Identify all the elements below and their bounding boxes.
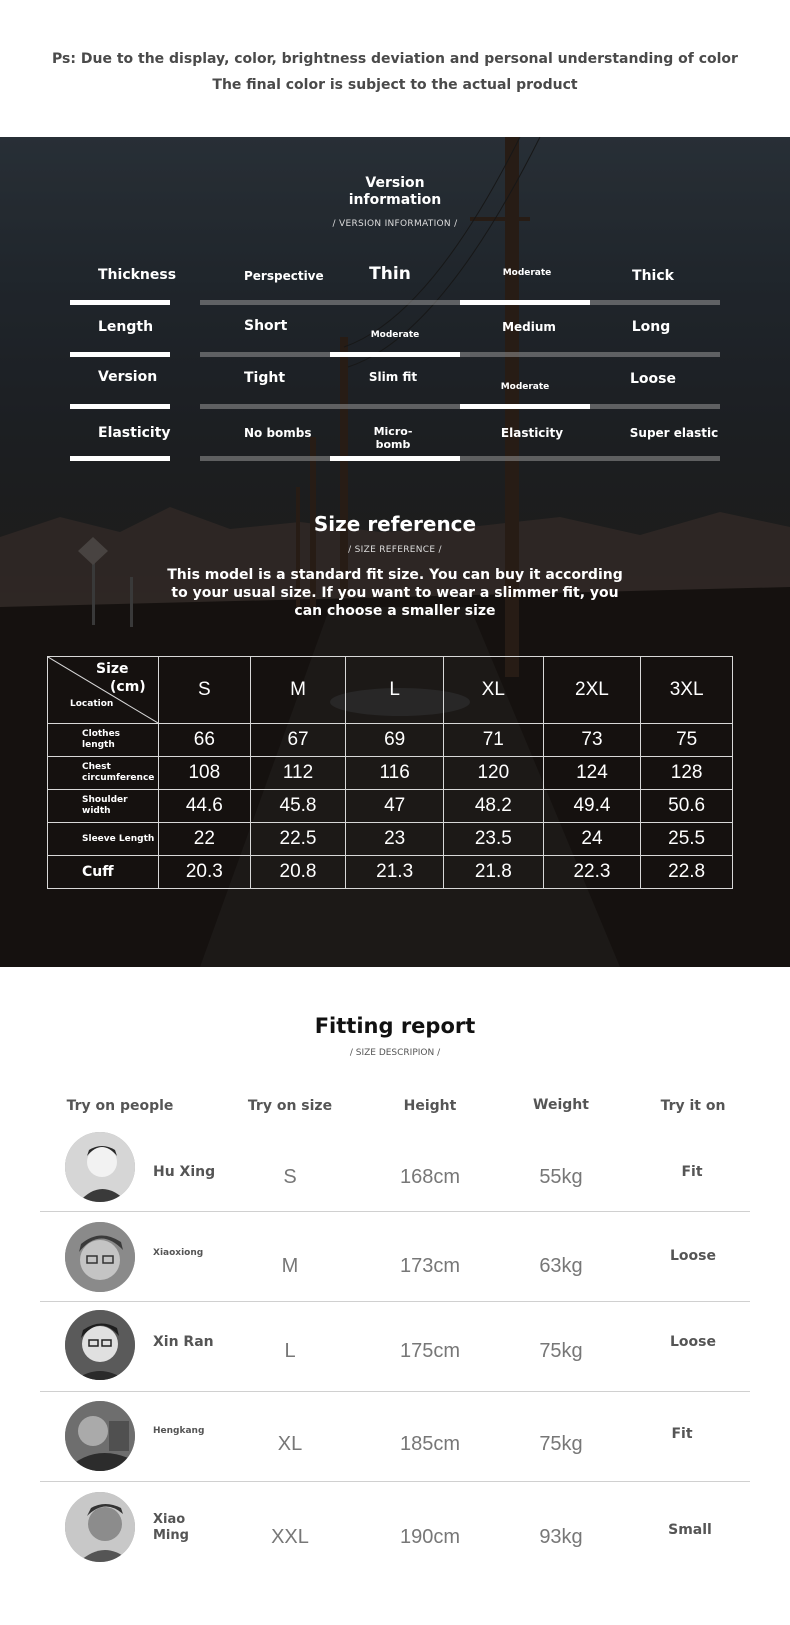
version-row-selected-fill [330,456,460,461]
person-weight: 93kg [539,1526,583,1548]
person-fit: Fit [681,1164,703,1180]
size-col-header: XL [443,657,543,724]
row-label-line-2: length [82,740,115,750]
person-size: S [283,1166,297,1188]
size-col-header: M [250,657,346,724]
size-cell: 66 [159,724,251,757]
size-col-header: 3XL [641,657,733,724]
fit-header-size: Try on size [247,1098,333,1114]
size-cell: 67 [250,724,346,757]
size-text-line-1: This model is a standard fit size. You can buy it according [167,567,623,583]
person-name-line-2: Ming [153,1528,189,1543]
size-cell: 128 [641,757,733,790]
size-cell: 69 [346,724,444,757]
version-option: Thin [369,264,411,284]
version-info-title-line-2: information [348,192,442,208]
person-name-block [153,1512,189,1544]
version-row-label-bar [70,456,170,461]
row-label-line-1: Shoulder [82,795,128,805]
version-info-subtitle: / VERSION INFORMATION / [332,219,458,229]
fitting-report-subtitle: / SIZE DESCRIPION / [349,1048,441,1058]
fitting-row [40,1212,750,1302]
version-option: Super elastic [629,426,719,440]
size-cell: 22.5 [250,823,346,856]
avatar [65,1222,135,1292]
version-option: No bombs [244,426,312,440]
version-row-label: Elasticity [98,425,171,441]
version-row-track [200,352,720,357]
version-row-label-bar [70,300,170,305]
person-photo-icon [65,1132,135,1202]
size-cell: 73 [543,724,641,757]
disclaimer-line-1: Ps: Due to the display, color, brightness deviation and personal understanding of color [52,51,738,67]
size-cell: 112 [250,757,346,790]
row-label-line-1: Clothes [82,729,121,739]
avatar [65,1132,135,1202]
size-cell: 50.6 [641,790,733,823]
version-option: Tight [244,370,286,386]
fitting-row [40,1482,750,1572]
person-height: 190cm [399,1526,461,1548]
person-fit: Fit [671,1426,693,1442]
person-photo-icon [65,1401,135,1471]
size-row-label [48,823,159,856]
size-cell: 21.8 [443,856,543,889]
size-chart-table [47,656,733,889]
size-row-label [48,790,159,823]
version-row-label: Length [98,319,154,335]
version-option: Slim fit [368,370,418,384]
version-row-fit [0,366,790,414]
version-option: Moderate [502,268,552,278]
version-option: Elasticity [500,426,564,440]
version-option-micro-bomb [328,425,458,451]
disclaimer-line-2: The final color is subject to the actual product [212,77,578,93]
version-option: Moderate [370,330,420,340]
person-height: 185cm [399,1433,461,1455]
version-row-length [0,314,790,362]
version-row-label-bar [70,352,170,357]
fit-header-weight: Weight [533,1097,589,1113]
size-row-label [48,856,159,889]
size-col-header: 2XL [543,657,641,724]
size-cell: 47 [346,790,444,823]
size-cell: 48.2 [443,790,543,823]
size-reference-text [0,566,790,620]
size-cell: 49.4 [543,790,641,823]
size-cell: 22 [159,823,251,856]
size-chart-row [48,823,733,856]
person-fit: Small [668,1522,712,1538]
person-name: Hu Xing [153,1164,216,1180]
size-chart-row [48,790,733,823]
fit-header-people: Try on people [66,1098,174,1114]
size-cell: 45.8 [250,790,346,823]
version-row-selected-fill [460,300,590,305]
micro-bomb-line-2: bomb [375,438,411,451]
version-option: Thick [632,268,674,284]
size-cell: 44.6 [159,790,251,823]
size-row-label [48,724,159,757]
person-name: Xiao [153,1512,186,1527]
row-label-line-1: Sleeve Length [82,833,155,844]
color-disclaimer [0,46,790,98]
size-cell: 23.5 [443,823,543,856]
version-row-thickness [0,262,790,310]
corner-location-label: Location [70,699,114,709]
person-height: 168cm [399,1166,461,1188]
avatar [65,1492,135,1562]
version-option: Loose [630,371,676,387]
person-name: Hengkang [153,1426,205,1436]
version-row-elasticity [0,418,790,466]
person-name: Xin Ran [153,1334,214,1350]
corner-unit-label: (cm) [110,679,146,695]
fitting-report-title: Fitting report [314,1014,476,1038]
size-cell: 25.5 [641,823,733,856]
size-text-line-3: can choose a smaller size [294,603,496,619]
size-cell: 21.3 [346,856,444,889]
person-size: XL [277,1433,303,1455]
person-weight: 63kg [539,1255,583,1277]
size-cell: 120 [443,757,543,790]
size-cell: 23 [346,823,444,856]
size-reference-title: Size reference [313,512,477,536]
person-size: XXL [271,1526,309,1548]
size-chart-row [48,724,733,757]
version-option: Moderate [500,382,550,392]
size-text-line-2: to your usual size. If you want to wear a slimmer fit, you [171,585,619,601]
size-cell: 20.8 [250,856,346,889]
avatar [65,1310,135,1380]
fit-header-height: Height [403,1098,457,1114]
fit-header-try-on: Try it on [660,1098,726,1114]
version-info-title-line-1: Version [365,175,425,191]
size-cell: 22.3 [543,856,641,889]
size-cell: 116 [346,757,444,790]
person-weight: 55kg [539,1166,583,1188]
size-chart-row [48,856,733,889]
size-chart-corner-cell [48,657,159,724]
fitting-row [40,1122,750,1212]
row-label-line-1: Cuff [82,863,114,880]
size-chart-header-row [48,657,733,724]
corner-size-label: Size [96,661,129,677]
size-cell: 124 [543,757,641,790]
avatar [65,1401,135,1471]
version-row-label-bar [70,404,170,409]
size-col-header: L [346,657,444,724]
version-option: Medium [502,320,556,334]
person-name: Xiaoxiong [153,1248,204,1258]
version-info-title [0,175,790,209]
version-row-track [200,456,720,461]
size-cell: 71 [443,724,543,757]
size-chart-row [48,757,733,790]
person-weight: 75kg [539,1340,583,1362]
row-label-line-1: Chest [82,762,111,772]
person-size: L [284,1340,296,1362]
micro-bomb-line-1: Micro- [373,425,413,438]
size-row-label [48,757,159,790]
fitting-row [40,1302,750,1392]
size-cell: 20.3 [159,856,251,889]
person-photo-icon [65,1310,135,1380]
person-fit: Loose [670,1334,716,1350]
version-row-label: Thickness [98,267,177,283]
size-cell: 24 [543,823,641,856]
size-cell: 75 [641,724,733,757]
version-option: Perspective [244,269,324,283]
version-row-label: Version [98,369,158,385]
person-photo-icon [65,1492,135,1562]
person-size: M [281,1255,299,1277]
size-col-header: S [159,657,251,724]
size-cell: 108 [159,757,251,790]
person-photo-icon [65,1222,135,1292]
row-label-line-2: width [82,806,111,816]
version-option: Short [244,318,288,334]
row-label-line-2: circumference [82,773,155,783]
fitting-row [40,1392,750,1482]
person-weight: 75kg [539,1433,583,1455]
size-reference-subtitle: / SIZE REFERENCE / [348,545,442,555]
version-row-selected-fill [330,352,460,357]
version-row-selected-fill [460,404,590,409]
version-option: Long [631,319,671,335]
person-fit: Loose [670,1248,716,1264]
size-cell: 22.8 [641,856,733,889]
person-height: 173cm [399,1255,461,1277]
person-height: 175cm [399,1340,461,1362]
